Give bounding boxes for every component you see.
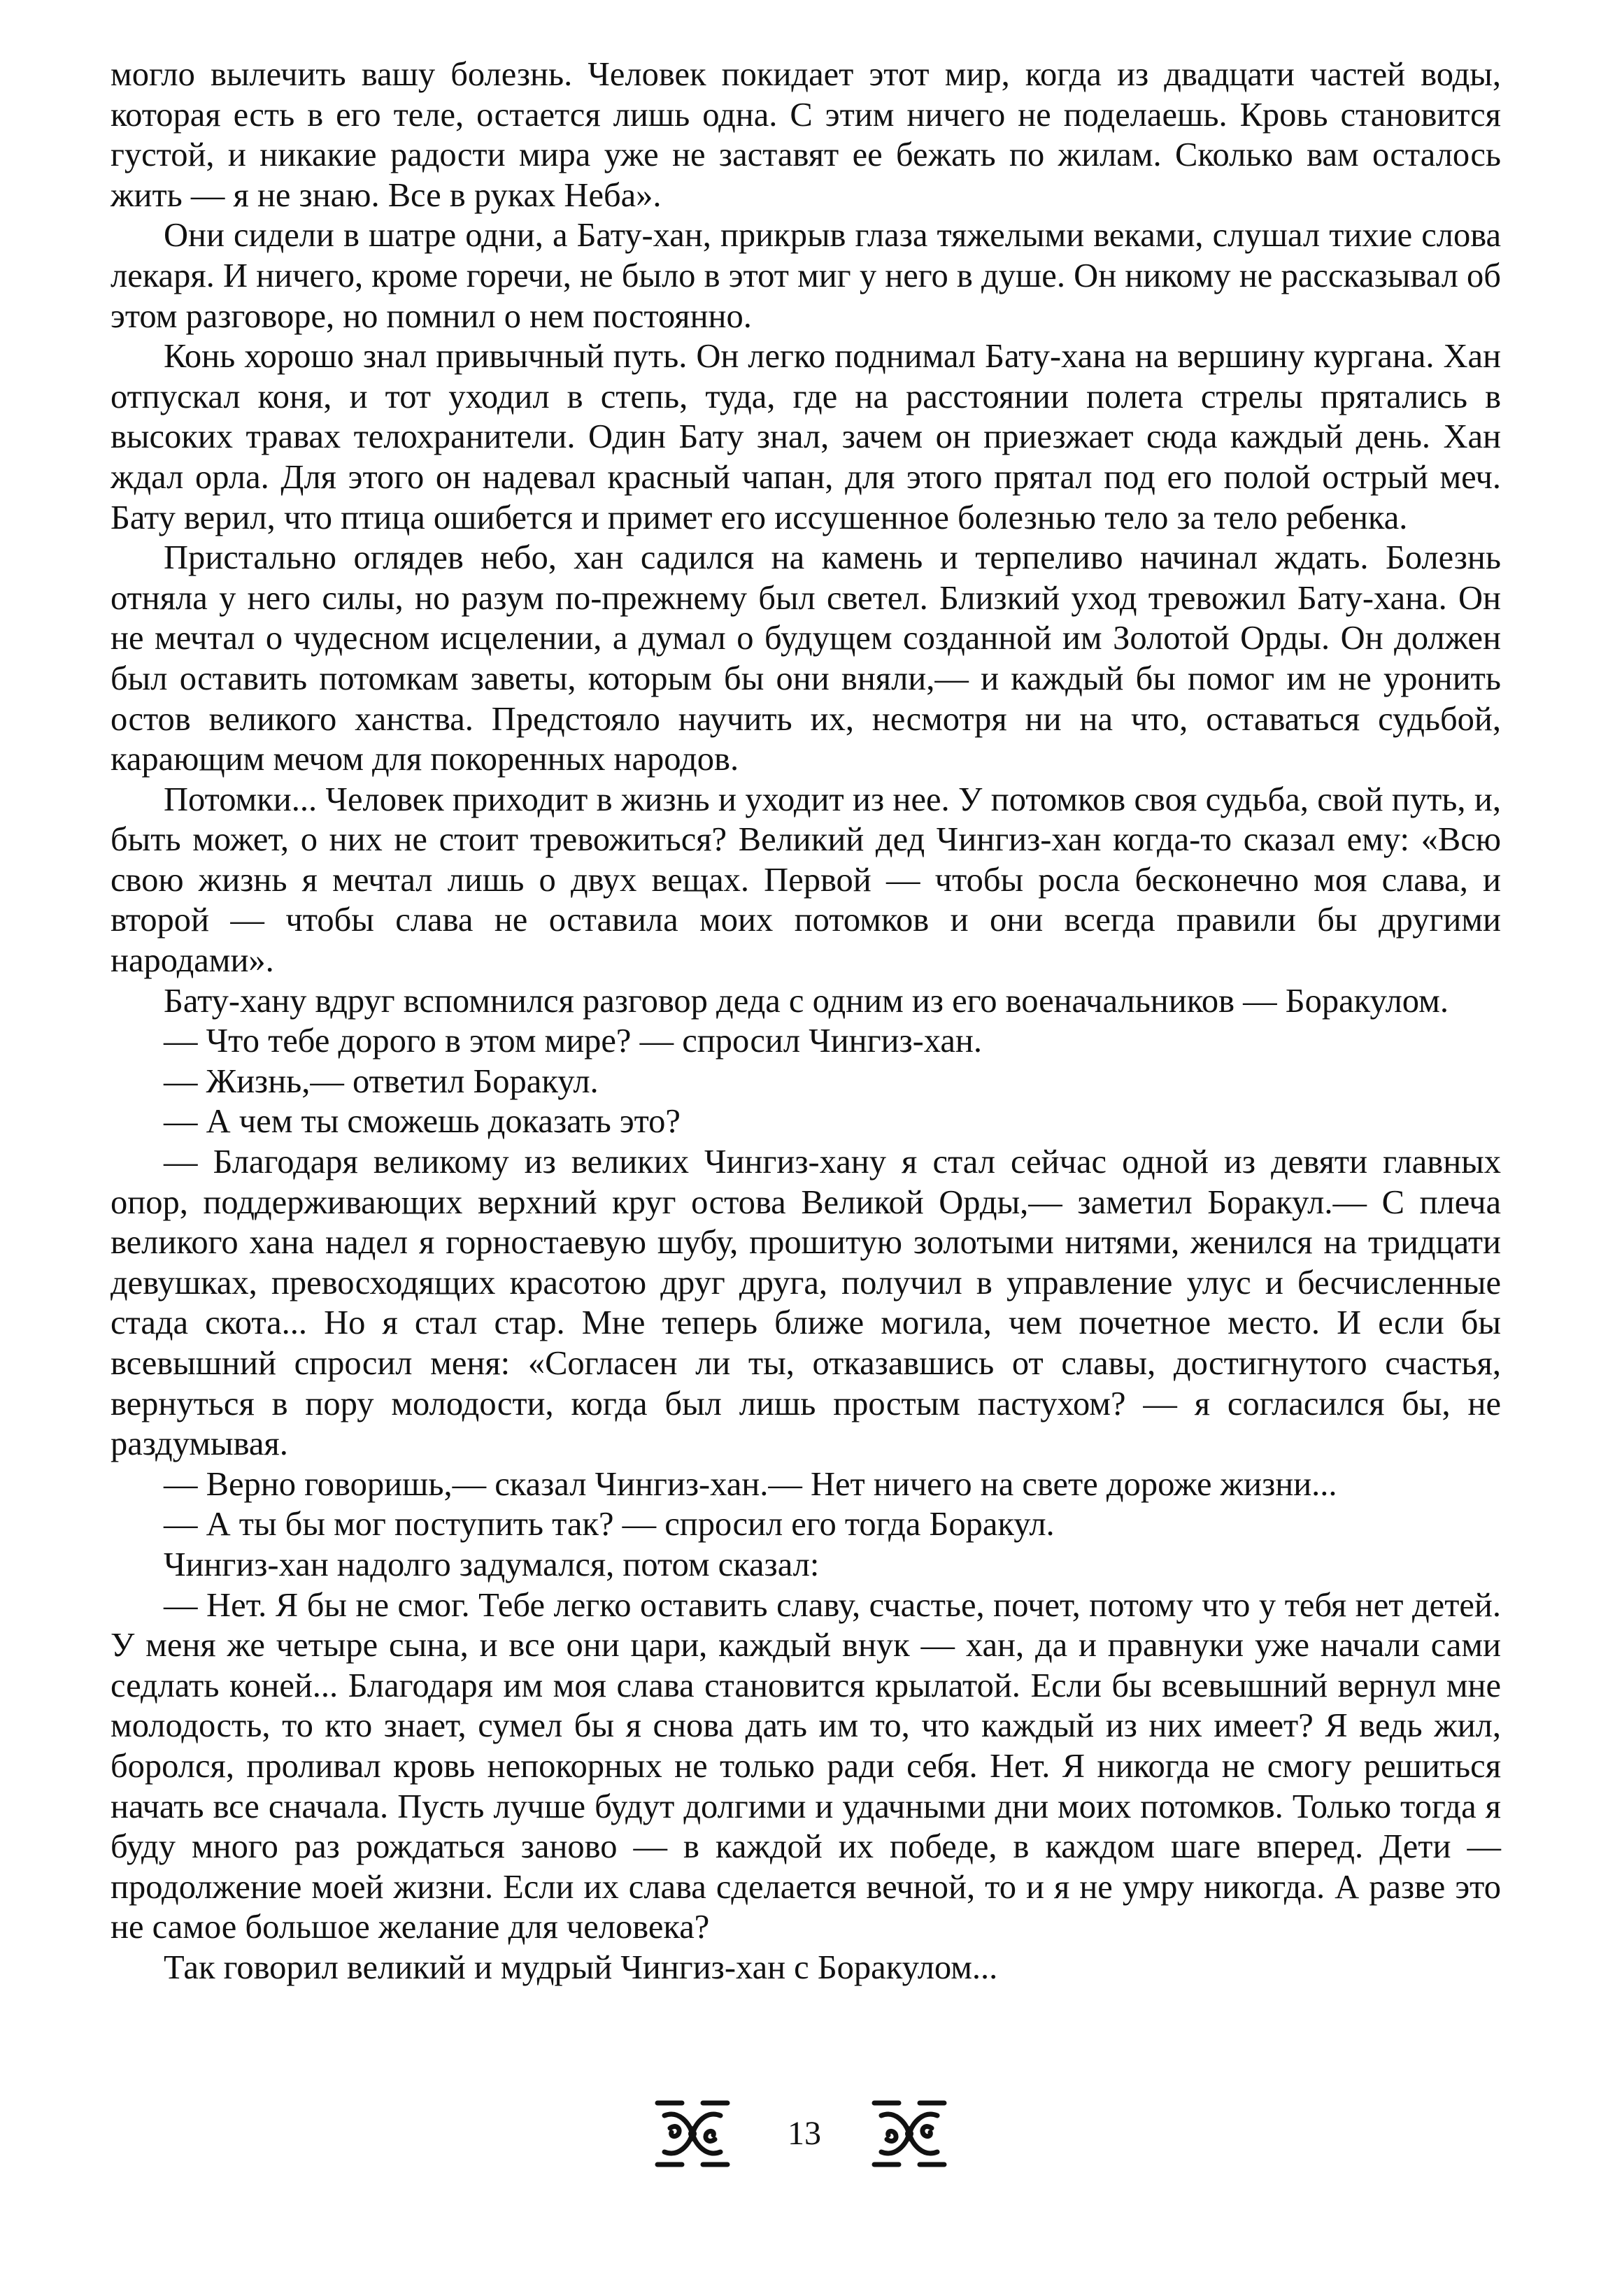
- page-number: 13: [788, 2115, 821, 2152]
- paragraph-3: Конь хорошо знал привычный путь. Он легко поднимал Бату-хана на вершину кургана. Хан отпускал коня, и тот уходил в степь, туда, где на расстоянии полета стрелы прятались в высоких травах телохранители. Один Бату знал, зачем он приезжает сюда каждый день. Хан ждал орла. Для этого он надевал красный чапан, для этого прятал под его полой острый меч. Бату верил, что птица ошибется и примет его иссушенное болезнью тело за тело ребенка.: [111, 338, 1501, 536]
- paragraph-1: могло вылечить вашу болезнь. Человек покидает этот мир, когда из двадцати частей воды, которая есть в его теле, остается лишь одна. С этим ничего не поделаешь. Кровь становится густой, и никакие радости мира уже не заставят ее бежать по жилам. Сколько вам осталось жить — я не знаю. Все в руках Неба».: [111, 56, 1501, 214]
- paragraph-2: Они сидели в шатре одни, а Бату-хан, прикрыв глаза тяжелыми веками, слушал тихие слова лекаря. И ничего, кроме горечи, не было в этот миг у него в душе. Он никому не рассказывал об этом разговоре, но помнил о нем постоянно.: [111, 217, 1501, 335]
- paragraph-10: — Благодаря великому из великих Чингиз-хану я стал сейчас одной из девяти главных опор, поддерживающих верхний круг остова Великой Орды,— заметил Боракул.— С плеча великого хана надел я горностаевую шубу, прошитую золотыми нитями, женился на тридцати девушках, превосходящих красотою друг друга, получил в управление улус и бесчисленные стада скота... Но я стал стар. Мне теперь ближе могила, чем почетное место. И если бы всевышний спросил меня: «Согласен ли ты, отказавшись от славы, достигнутого счастья, вернуться в пору молодости, когда был лишь простым пастухом? — я согласился бы, не раздумывая.: [111, 1143, 1501, 1463]
- paragraph-8: — Жизнь,— ответил Боракул.: [164, 1062, 599, 1100]
- paragraph-4: Пристально оглядев небо, хан садился на камень и терпеливо начинал ждать. Болезнь отняла у него силы, но разум по-прежнему был светел. Близкий уход тревожил Бату-хана. Он не мечтал о чудесном исцелении, а думал о будущем созданной им Золотой Орды. Он должен был оставить потомкам заветы, которым бы они вняли,— и каждый бы помог им не уронить остов великого ханства. Предстояло научить их, несмотря ни на что, оставаться судьбой, карающим мечом для покоренных народов.: [111, 539, 1501, 778]
- page-text-body: [111, 55, 1501, 1988]
- ornament-icon: [867, 2095, 951, 2173]
- paragraph-15: Так говорил великий и мудрый Чингиз-хан с Боракулом...: [164, 1948, 998, 1986]
- paragraph-6: Бату-хану вдруг вспомнился разговор деда с одним из его военачальников — Боракулом.: [164, 982, 1449, 1020]
- paragraph-9: — А чем ты сможешь доказать это?: [164, 1103, 681, 1141]
- paragraph-11: — Верно говоришь,— сказал Чингиз-хан.— Нет ничего на свете дороже жизни...: [164, 1465, 1337, 1503]
- paragraph-12: — А ты бы мог поступить так? — спросил его тогда Боракул.: [164, 1506, 1055, 1543]
- paragraph-5: Потомки... Человек приходит в жизнь и уходит из нее. У потомков своя судьба, свой путь, и, быть может, о них не стоит тревожиться? Великий дед Чингиз-хан когда-то сказал ему: «Всю свою жизнь я мечтал лишь о двух вещах. Первой — чтобы росла бесконечно моя слава, и второй — чтобы слава не оставила моих потомков и они всегда правили бы другими народами».: [111, 780, 1501, 980]
- ornament-icon: [650, 2095, 734, 2173]
- paragraph-14: — Нет. Я бы не смог. Тебе легко оставить славу, счастье, почет, потому что у тебя нет детей. У меня же четыре сына, и все они цари, каждый внук — хан, да и правнуки уже начали сами седлать коней... Благодаря им моя слава становится крылатой. Если бы всевышний вернул мне молодость, то кто знает, сумел бы я снова дать им то, что каждый из них имеет? Я ведь жил, боролся, проливал кровь непокорных не только ради себя. Нет. Я никогда не смогу решиться начать все сначала. Пусть лучше будут долгими и удачными дни моих потомков. Только тогда я буду много раз рождаться заново — в каждой их победе, в каждом шаге вперед. Дети — продолжение моей жизни. Если их слава сделается вечной, то и я не умру никогда. А разве это не самое большое желание для человека?: [111, 1586, 1501, 1946]
- page-footer: [0, 2095, 1608, 2179]
- paragraph-13: Чингиз-хан надолго задумался, потом сказал:: [164, 1546, 820, 1583]
- paragraph-7: — Что тебе дорого в этом мире? — спросил Чингиз-хан.: [164, 1022, 983, 1060]
